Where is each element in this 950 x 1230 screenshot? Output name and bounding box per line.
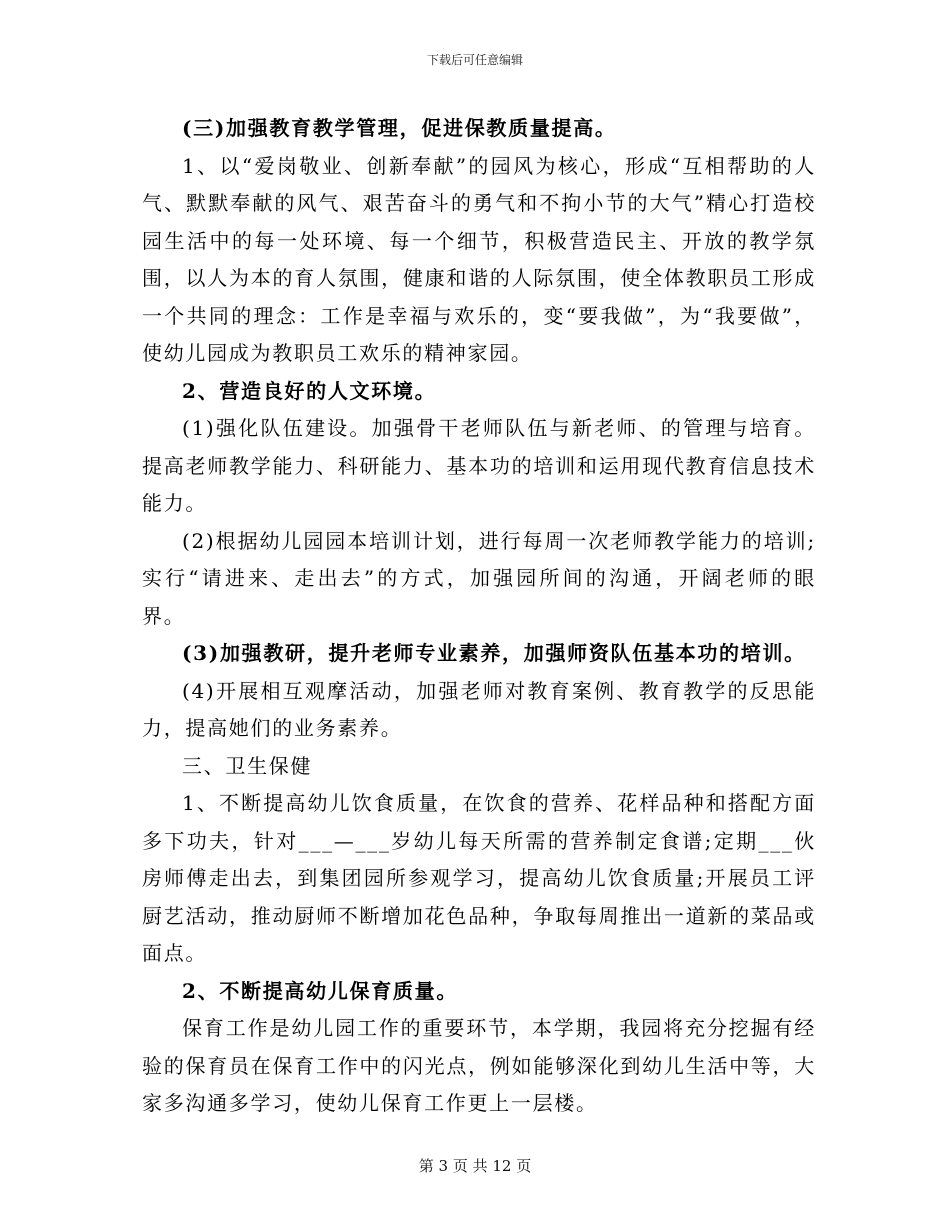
paragraph-observation-activities: (4)开展相互观摩活动，加强老师对教育案例、教育教学的反思能力，提高她们的业务素养。: [142, 678, 816, 740]
paragraph-diet-quality: 1、不断提高幼儿饮食质量，在饮食的营养、花样品种和搭配方面多下功夫，针对___—___岁幼儿每天所需的营养制定食谱;定期___伙房师傅走出去，到集团园所参观学习，提高幼儿饮食质量;开展员工评厨艺活动，推动厨师不断增加花色品种，争取每周推出一道新的菜品或面点。: [142, 791, 816, 965]
section-heading-health-care: 三、卫生保健: [182, 753, 313, 778]
section-heading-teaching-management: (三)加强教育教学管理，促进保教质量提高。: [182, 116, 617, 140]
paragraph-weekly-training: (2)根据幼儿园园本培训计划，进行每周一次老师教学能力的培训;实行“请进来、走出去”的方式，加强园所间的沟通，开阔老师的眼界。: [142, 528, 816, 628]
paragraph-childcare-work: 保育工作是幼儿园工作的重要环节，本学期，我园将充分挖掘有经验的保育员在保育工作中的闪光点，例如能够深化到幼儿生活中等，大家多沟通多学习，使幼儿保育工作更上一层楼。: [142, 1016, 816, 1115]
subheading-humanistic-environment: 2、营造良好的人文环境。: [182, 378, 437, 403]
page-header-note: 下载后可任意编辑: [426, 53, 523, 67]
paragraph-teaching-research: (3)加强教研，提升老师专业素养，加强师资队伍基本功的培训。: [182, 641, 806, 665]
paragraph-team-building: (1)强化队伍建设。加强骨干老师队伍与新老师、的管理与培育。提高老师教学能力、科研能力、基本功的培训和运用现代教育信息技术能力。: [142, 416, 816, 515]
page-number-footer: 第 3 页 共 12 页: [418, 1157, 532, 1175]
subheading-childcare-quality: 2、不断提高幼儿保育质量。: [182, 978, 459, 1003]
document-body: [142, 110, 816, 1123]
paragraph-garden-culture: 1、以“爱岗敬业、创新奉献”的园风为核心，形成“互相帮助的人气、默默奉献的风气、艰苦奋斗的勇气和不拘小节的大气”精心打造校园生活中的每一处环境、每一个细节，积极营造民主、开放的教学氛围，以人为本的育人氛围，健康和谐的人际氛围，使全体教职员工形成一个共同的理念：工作是幸福与欢乐的，变“要我做”，为“我要做”，使幼儿园成为教职员工欢乐的精神家园。: [142, 153, 816, 365]
